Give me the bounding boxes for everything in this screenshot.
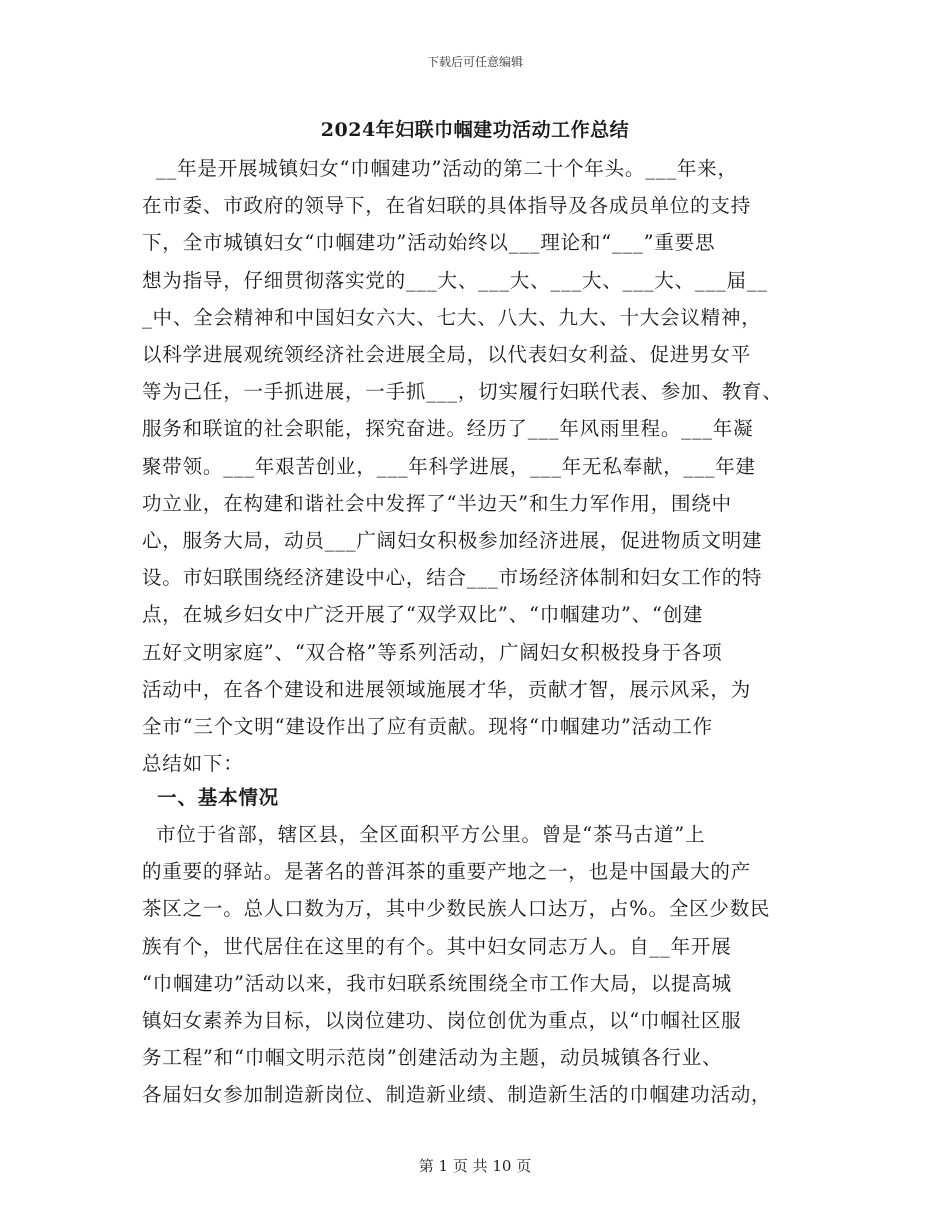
- paragraph-2-line: 的重要的驿站。是著名的普洱茶的重要产地之一，也是中国最大的产: [142, 860, 752, 884]
- paragraph-1-line: 想为指导，仔细贯彻落实党的___大、___大、___大、___大、___届__: [142, 268, 768, 292]
- paragraph-1-line: 活动中，在各个建设和进展领域施展才华，贡献才智，展示风采，为: [142, 677, 752, 701]
- page-number-indicator: 第 1 页 共 10 页: [418, 1157, 532, 1175]
- paragraph-2-line: “巾帼建功”活动以来，我市妇联系统围绕全市工作大局，以提高城: [142, 971, 732, 995]
- paragraph-1-line: 以科学进展观统领经济社会进展全局，以代表妇女利益、促进男女平: [142, 343, 752, 366]
- paragraph-1-line: 设。市妇联围绕经济建设中心，结合___市场经济体制和妇女工作的特: [142, 566, 763, 590]
- document-title: 2024年妇联巾帼建功活动工作总结: [320, 119, 630, 141]
- paragraph-2-line: 各届妇女参加制造新岗位、制造新业绩、制造新生活的巾帼建功活动，: [142, 1083, 772, 1107]
- paragraph-2-line: 镇妇女素养为目标，以岗位建功、岗位创优为重点，以“巾帼社区服: [142, 1009, 742, 1032]
- paragraph-1-line: 聚带领。___年艰苦创业，___年科学进展，___年无私奉献，___年建: [142, 454, 756, 478]
- paragraph-1-line: 点，在城乡妇女中广泛开展了“双学双比”、“巾帼建功”、“创建: [142, 603, 704, 627]
- page-header-note: 下载后可任意编辑: [426, 55, 523, 69]
- paragraph-1-line: _中、全会精神和中国妇女六大、七大、八大、九大、十大会议精神，: [142, 305, 762, 329]
- paragraph-1-line: 心，服务大局，动员___广阔妇女积极参加经济进展，促进物质文明建: [142, 529, 763, 552]
- paragraph-1-line: 等为己任，一手抓进展，一手抓___，切实履行妇联代表、参加、教育、: [142, 380, 783, 404]
- paragraph-1-line: 功立业，在构建和谐社会中发挥了“半边天”和生力军作用，围绕中: [142, 491, 732, 515]
- paragraph-1-line: 下，全市城镇妇女“巾帼建功”活动始终以___理论和“___”重要思: [142, 231, 716, 255]
- section-heading-basic-situation: 一、基本情况: [142, 786, 279, 809]
- paragraph-1-line: __年是开展城镇妇女“巾帼建功”活动的第二十个年头。___年来，: [142, 157, 738, 180]
- paragraph-1-line: 五好文明家庭”、“双合格”等系列活动，广阔妇女积极投身于各项: [142, 640, 723, 664]
- paragraph-2-line: 族有个，世代居住在这里的有个。其中妇女同志万人。自__年开展: [142, 934, 732, 958]
- paragraph-2-line: 务工程”和“巾帼文明示范岗”创建活动为主题，动员城镇各行业、: [142, 1046, 723, 1070]
- paragraph-2-line: 市位于省部，辖区县，全区面积平方公里。曾是“茶马古道”上: [142, 823, 706, 846]
- paragraph-1-line: 全市“三个文明“建设作出了应有贡献。现将“巾帼建功”活动工作: [142, 715, 713, 738]
- paragraph-2-line: 茶区之一。总人口数为万，其中少数民族人口达万，占%。全区少数民: [142, 897, 771, 921]
- paragraph-1-line: 服务和联谊的社会职能，探究奋进。经历了___年风雨里程。___年凝: [142, 417, 754, 441]
- paragraph-1-line: 总结如下：: [142, 752, 244, 776]
- paragraph-1-line: 在市委、市政府的领导下，在省妇联的具体指导及各成员单位的支持: [142, 194, 752, 218]
